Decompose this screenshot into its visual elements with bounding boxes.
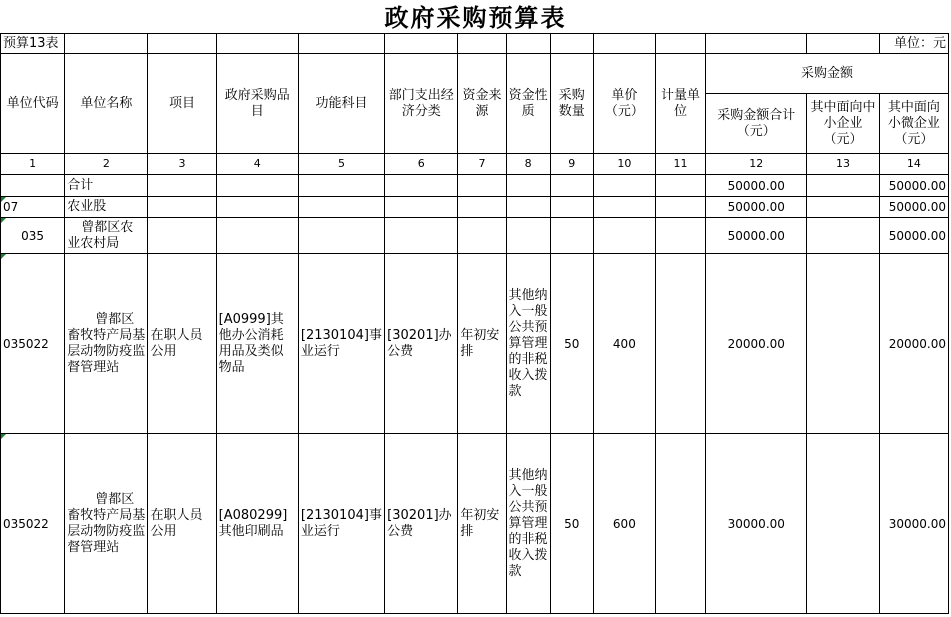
cell-unit-code: [1, 175, 65, 197]
cell-source: [458, 218, 506, 254]
cell-measure: [655, 254, 705, 434]
table-row: [1, 197, 949, 218]
cell-amount-sme: [807, 254, 879, 434]
col-number: 14: [879, 154, 948, 175]
cell-price: [593, 218, 655, 254]
cell-amount-total: 50000.00: [706, 197, 807, 218]
cell-amount-total: 20000.00: [706, 254, 807, 434]
cell-unit-name: 曾都区畜牧特产局基层动物防疫监督管理站: [65, 434, 148, 614]
cell-project: [148, 218, 216, 254]
cell-amount-sme: [807, 175, 879, 197]
cell-project: [148, 175, 216, 197]
cell-nature: 其他纳入一般公共预算管理的非税收入拨款: [506, 254, 550, 434]
header-amount-group: 采购金额: [706, 54, 949, 94]
meta-row: [1, 34, 949, 54]
cell-amount-micro: 50000.00: [879, 218, 948, 254]
cell-amount-total: 50000.00: [706, 218, 807, 254]
cell-price: 600: [593, 434, 655, 614]
cell-amount-sme: [807, 197, 879, 218]
cell-catalog: [216, 175, 298, 197]
page-title: 政府采购预算表: [384, 3, 567, 32]
cell-econ: [30201]办公费: [385, 254, 458, 434]
header-function-subject: 功能科目: [298, 54, 384, 154]
col-number: 8: [506, 154, 550, 175]
header-fund-nature: 资金性质: [506, 54, 550, 154]
cell-unit-name: 曾都区畜牧特产局基层动物防疫监督管理站: [65, 254, 148, 434]
table-row: [1, 254, 949, 434]
col-number: 1: [1, 154, 65, 175]
header-project: 项目: [148, 54, 216, 154]
cell-unit-name: 合计: [65, 175, 148, 197]
cell-price: [593, 175, 655, 197]
unit-label: 单位：元: [879, 34, 948, 54]
col-number: 10: [593, 154, 655, 175]
header-amount-micro: 其中面向小微企业（元）: [879, 94, 948, 154]
cell-catalog: [A080299]其他印刷品: [216, 434, 298, 614]
header-catalog: 政府采购品目: [216, 54, 298, 154]
cell-amount-micro: 20000.00: [879, 254, 948, 434]
table-row: [1, 434, 949, 614]
cell-qty: 50: [550, 254, 593, 434]
cell-econ: [385, 175, 458, 197]
cell-source: 年初安排: [458, 254, 506, 434]
cell-nature: [506, 197, 550, 218]
cell-project: 在职人员公用: [148, 434, 216, 614]
cell-qty: [550, 175, 593, 197]
cell-amount-micro: 50000.00: [879, 197, 948, 218]
header-fund-source: 资金来源: [458, 54, 506, 154]
header-row: [1, 54, 949, 94]
col-number: 4: [216, 154, 298, 175]
header-qty: 采购数量: [550, 54, 593, 154]
cell-econ: [30201]办公费: [385, 434, 458, 614]
cell-function: [298, 175, 384, 197]
cell-project: [148, 197, 216, 218]
col-number: 6: [385, 154, 458, 175]
cell-source: 年初安排: [458, 434, 506, 614]
cell-unit-code: 035022: [1, 254, 65, 434]
cell-qty: [550, 218, 593, 254]
cell-function: [298, 197, 384, 218]
col-number: 13: [807, 154, 879, 175]
budget-code-label: 预算13表: [1, 34, 65, 54]
cell-econ: [385, 218, 458, 254]
cell-catalog: [216, 218, 298, 254]
cell-function: [298, 218, 384, 254]
cell-unit-name: 曾都区农业农村局: [65, 218, 148, 254]
cell-unit-name: 农业股: [65, 197, 148, 218]
cell-unit-code: 035: [1, 218, 65, 254]
header-unit-code: 单位代码: [1, 54, 65, 154]
cell-price: 400: [593, 254, 655, 434]
cell-qty: 50: [550, 434, 593, 614]
cell-amount-micro: 30000.00: [879, 434, 948, 614]
header-measure-unit: 计量单位: [655, 54, 705, 154]
column-number-row: [1, 154, 949, 175]
cell-price: [593, 197, 655, 218]
col-number: 7: [458, 154, 506, 175]
cell-source: [458, 197, 506, 218]
cell-nature: [506, 175, 550, 197]
cell-qty: [550, 197, 593, 218]
cell-measure: [655, 218, 705, 254]
cell-nature: [506, 218, 550, 254]
cell-amount-total: 30000.00: [706, 434, 807, 614]
procurement-budget-table: [0, 33, 949, 614]
cell-catalog: [A0999]其他办公消耗用品及类似物品: [216, 254, 298, 434]
cell-function: [2130104]事业运行: [298, 254, 384, 434]
col-number: 2: [65, 154, 148, 175]
cell-amount-sme: [807, 218, 879, 254]
header-econ-class: 部门支出经济分类: [385, 54, 458, 154]
table-row: [1, 218, 949, 254]
cell-measure: [655, 175, 705, 197]
cell-econ: [385, 197, 458, 218]
col-number: 9: [550, 154, 593, 175]
header-unit-name: 单位名称: [65, 54, 148, 154]
col-number: 11: [655, 154, 705, 175]
col-number: 5: [298, 154, 384, 175]
col-number: 3: [148, 154, 216, 175]
col-number: 12: [706, 154, 807, 175]
cell-unit-code: 07: [1, 197, 65, 218]
cell-source: [458, 175, 506, 197]
cell-project: 在职人员公用: [148, 254, 216, 434]
cell-function: [2130104]事业运行: [298, 434, 384, 614]
header-amount-total: 采购金额合计（元）: [706, 94, 807, 154]
cell-nature: 其他纳入一般公共预算管理的非税收入拨款: [506, 434, 550, 614]
cell-measure: [655, 197, 705, 218]
cell-amount-sme: [807, 434, 879, 614]
header-amount-sme: 其中面向中小企业（元）: [807, 94, 879, 154]
cell-measure: [655, 434, 705, 614]
cell-amount-total: 50000.00: [706, 175, 807, 197]
cell-unit-code: 035022: [1, 434, 65, 614]
table-row: [1, 175, 949, 197]
cell-catalog: [216, 197, 298, 218]
header-unit-price: 单价（元）: [593, 54, 655, 154]
cell-amount-micro: 50000.00: [879, 175, 948, 197]
